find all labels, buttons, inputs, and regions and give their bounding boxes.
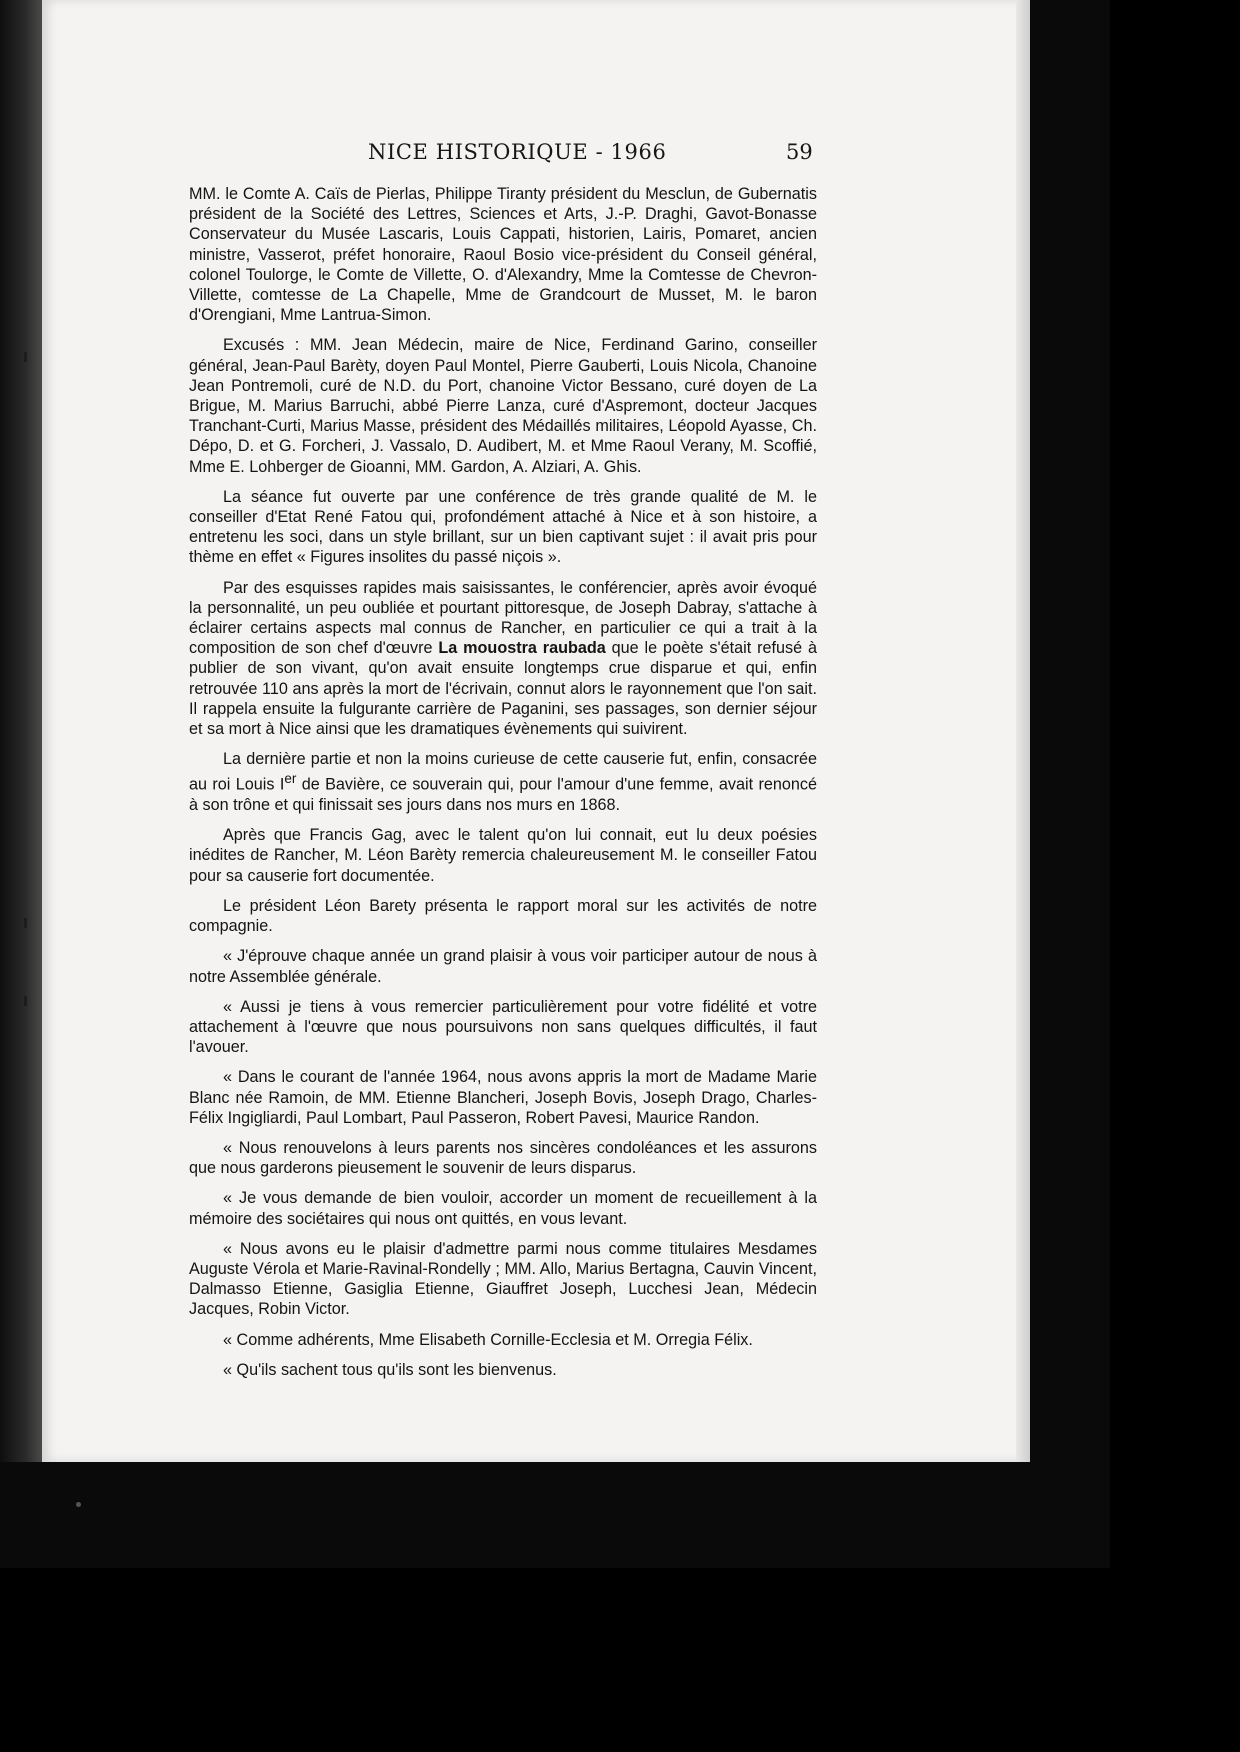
- excused-paragraph: Excusés : MM. Jean Médecin, maire de Nice, Ferdinand Garino, conseiller général, Jean-Paul Barèty, doyen Paul Montel, Pierre Gauberti, Louis Nicola, Chanoine Jean Pontremoli, curé de N.D. du Port, chanoine Victor Bessano, curé doyen de La Brigue, M. Marius Barruchi, abbé Pierre Lanza, curé d'Aspremont, docteur Jacques Tranchant-Curti, Marius Masse, président des Médaillés militaires, Léopold Ayasse, Ch. Dépo, D. et G. Forcheri, J. Vassalo, D. Audibert, M. et Mme Raoul Verany, M. Scoffié, Mme E. Lohberger de Gioanni, MM. Gardon, A. Alziari, A. Ghis.: [189, 336, 817, 476]
- work-title: La mouostra raubada: [438, 639, 606, 658]
- text-run: Par des esquisses rapides mais saisissantes, le conférencier, après avoir évoqué la personnalité, un peu oubliée et pourtant pittoresque, de Joseph Dabray, s'attache à éclairer certains aspects mal connus de Rancher, en particulier ce qui a trait à la composition de son chef d'œuvre: [189, 578, 817, 658]
- scan-speck: [76, 1502, 81, 1507]
- report-paragraph: « Nous avons eu le plaisir d'admettre parmi nous comme titulaires Mesdames Auguste Vérola et Marie-Ravinal-Rondelly ; MM. Allo, Marius Bertagna, Cauvin Vincent, Dalmasso Etienne, Gasiglia Etienne, Giauffret Joseph, Lucchesi Jean, Médecin Jacques, Robin Victor.: [189, 1239, 817, 1319]
- louis-paragraph: [189, 749, 817, 815]
- president-paragraph: Le président Léon Barety présenta le rapport moral sur les activités de notre compagnie.: [189, 896, 817, 936]
- book-binding-shadow: [0, 0, 42, 1462]
- gag-paragraph: Après que Francis Gag, avec le talent qu'on lui connait, eut lu deux poésies inédites de Rancher, M. Léon Barèty remercia chaleureusement M. le conseiller Fatou pour sa causerie fort documentée.: [189, 826, 817, 885]
- rancher-paragraph: [189, 578, 817, 740]
- margin-mark: [24, 996, 27, 1006]
- report-paragraph: « J'éprouve chaque année un grand plaisir à vous voir participer autour de nous à notre Assemblée générale.: [189, 947, 817, 986]
- ordinal-superscript: er: [284, 771, 297, 787]
- paper-edge: [1016, 0, 1030, 1462]
- attendees-paragraph: MM. le Comte A. Caïs de Pierlas, Philippe Tiranty président du Mesclun, de Gubernatis président de la Société des Lettres, Sciences et Arts, J.-P. Draghi, Gavot-Bonasse Conservateur du Musée Lascaris, Louis Cappati, historien, Lairis, Pomaret, ancien ministre, Vasserot, préfet honoraire, Raoul Bosio vice-président du Conseil général, colonel Toulorge, le Comte de Villette, O. d'Alexandry, Mme la Comtesse de Chevron-Villette, comtesse de La Chapelle, Mme de Grandcourt de Musset, M. le baron d'Orengiani, Mme Lantrua-Simon.: [189, 185, 817, 325]
- page-number: 59: [786, 140, 813, 164]
- report-paragraph: « Nous renouvelons à leurs parents nos sincères condoléances et les assurons que nous garderons pieusement le souvenir de leurs disparus.: [189, 1138, 817, 1178]
- report-paragraph: « Je vous demande de bien vouloir, accorder un moment de recueillement à la mémoire des sociétaires qui nous ont quittés, en vous levant.: [189, 1189, 817, 1228]
- report-paragraph: « Qu'ils sachent tous qu'ils sont les bienvenus.: [223, 1360, 557, 1379]
- running-title: NICE HISTORIQUE - 1966: [368, 140, 667, 164]
- report-paragraph: « Dans le courant de l'année 1964, nous avons appris la mort de Madame Marie Blanc née Ramoin, de MM. Etienne Blancheri, Joseph Bovis, Joseph Drago, Charles-Félix Ingigliardi, Paul Lombart, Paul Passeron, Robert Pavesi, Maurice Randon.: [189, 1068, 817, 1127]
- conference-paragraph: La séance fut ouverte par une conférence de très grande qualité de M. le conseiller d'Etat René Fatou qui, profondément attaché à Nice et à son histoire, a entretenu les soci, dans un style brillant, sur un bien captivant sujet : il avait pris pour thème en effet « Figures insolites du passé niçois ».: [189, 487, 817, 567]
- margin-mark: [24, 352, 27, 362]
- text-run: de Bavière, ce souverain qui, pour l'amour d'une femme, avait renoncé à son trône et qui finissait ses jours dans nos murs en 1868.: [189, 775, 817, 815]
- article-body: [189, 184, 817, 1390]
- text-run: La dernière partie et non la moins curieuse de cette causerie fut, enfin, consacrée au roi Louis I: [189, 750, 817, 794]
- report-paragraph: « Comme adhérents, Mme Elisabeth Cornille-Ecclesia et M. Orregia Félix.: [223, 1330, 753, 1349]
- text-run: que le poète s'était refusé à publier de son vivant, qu'on avait ensuite longtemps crue disparue et qui, enfin retrouvée 110 ans après la mort de l'écrivain, connut alors le rayonnement que l'on sait. Il rappela ensuite la fulgurante carrière de Paganini, ses passages, son dernier séjour et sa mort à Nice ainsi que les dramatiques évènements qui suivirent.: [189, 639, 817, 739]
- margin-mark: [24, 918, 27, 928]
- report-paragraph: « Aussi je tiens à vous remercier particulièrement pour votre fidélité et votre attachement à l'œuvre que nous poursuivons non sans quelques difficultés, il faut l'avouer.: [189, 997, 817, 1057]
